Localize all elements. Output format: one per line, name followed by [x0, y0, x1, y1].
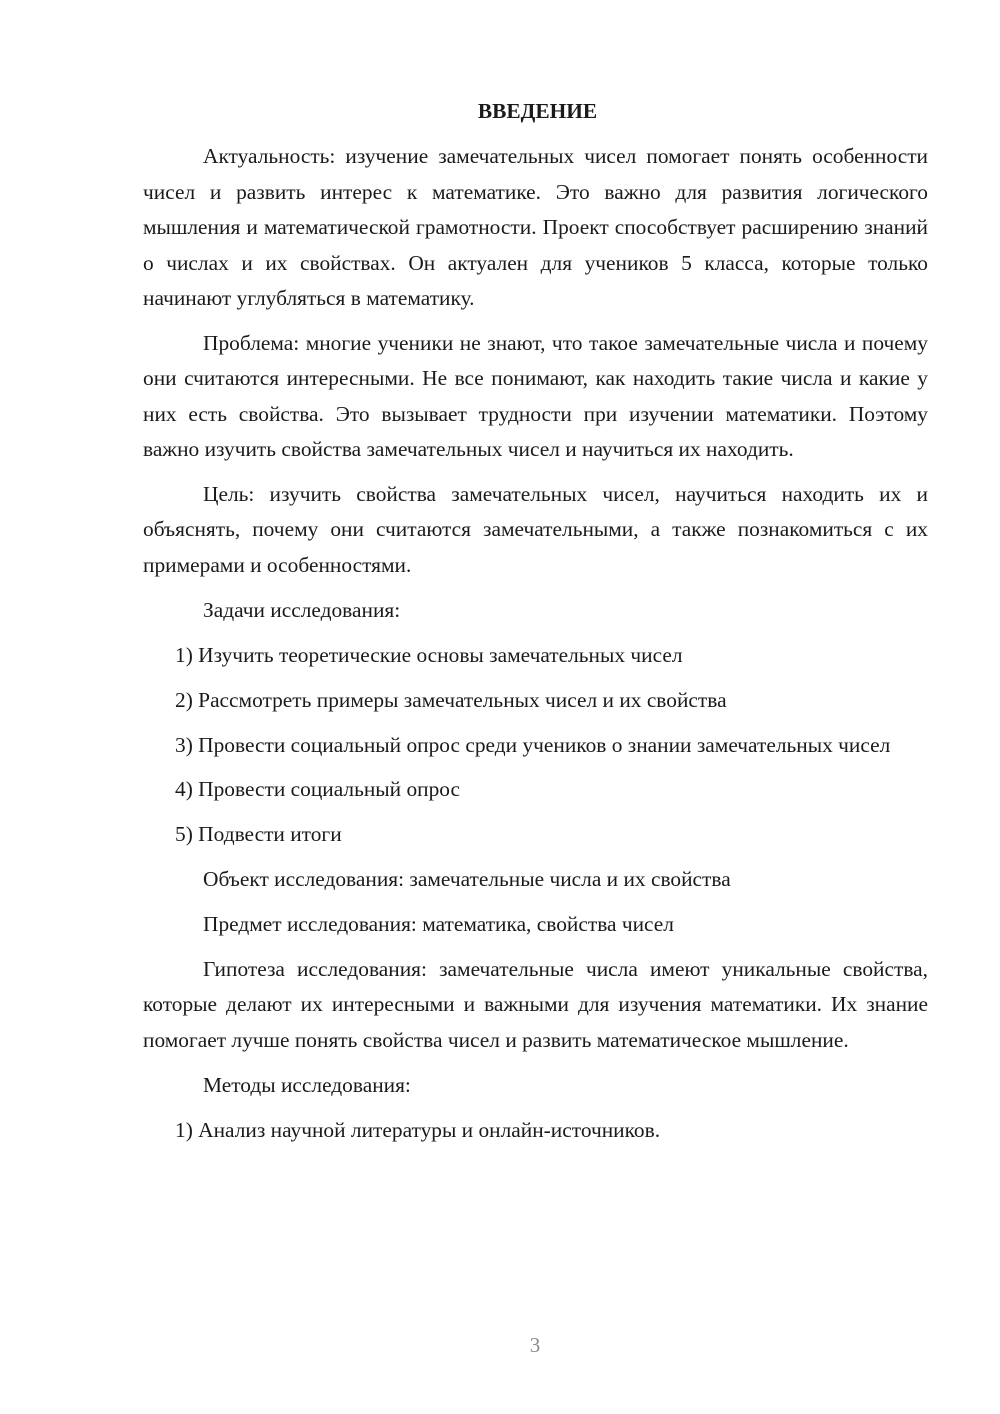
- relevance-paragraph: Актуальность: изучение замечательных чисел помогает понять особенности чисел и развить интерес к математике. Это важно для развития логического мышления и математической грамотности. Проект способствует расширению знаний о числах и их свойствах. Он актуален для учеников 5 класса, которые только начинают углубляться в математику.: [143, 144, 928, 311]
- tasks-heading: Задачи исследования:: [203, 597, 401, 622]
- page-content: [143, 94, 928, 1158]
- page-number: 3: [529, 1333, 541, 1357]
- section-title: ВВЕДЕНИЕ: [477, 99, 598, 123]
- methods-heading: Методы исследования:: [203, 1072, 411, 1097]
- goal-paragraph: Цель: изучить свойства замечательных чисел, научиться находить их и объяснять, почему они считаются замечательными, а также познакомиться с их примерами и особенностями.: [143, 482, 928, 577]
- method-item: 1) Анализ научной литературы и онлайн-источников.: [175, 1117, 661, 1142]
- subject-line: Предмет исследования: математика, свойства чисел: [203, 912, 674, 937]
- hypothesis-paragraph: Гипотеза исследования: замечательные числа имеют уникальные свойства, которые делают их интересными и важными для изучения математики. Их знание помогает лучше понять свойства чисел и развить математическое мышление.: [143, 957, 928, 1052]
- task-item: 3) Провести социальный опрос среди учеников о знании замечательных чисел: [175, 732, 891, 757]
- task-item: 4) Провести социальный опрос: [175, 777, 461, 802]
- task-item: 1) Изучить теоретические основы замечательных чисел: [175, 642, 683, 667]
- task-item: 5) Подвести итоги: [175, 822, 342, 847]
- object-line: Объект исследования: замечательные числа и их свойства: [203, 867, 731, 892]
- task-item: 2) Рассмотреть примеры замечательных чисел и их свойства: [175, 687, 727, 712]
- problem-paragraph: Проблема: многие ученики не знают, что такое замечательные числа и почему они считаются интересными. Не все понимают, как находить такие числа и какие у них есть свойства. Это вызывает трудности при изучении математики. Поэтому важно изучить свойства замечательных чисел и научиться их находить.: [143, 330, 928, 462]
